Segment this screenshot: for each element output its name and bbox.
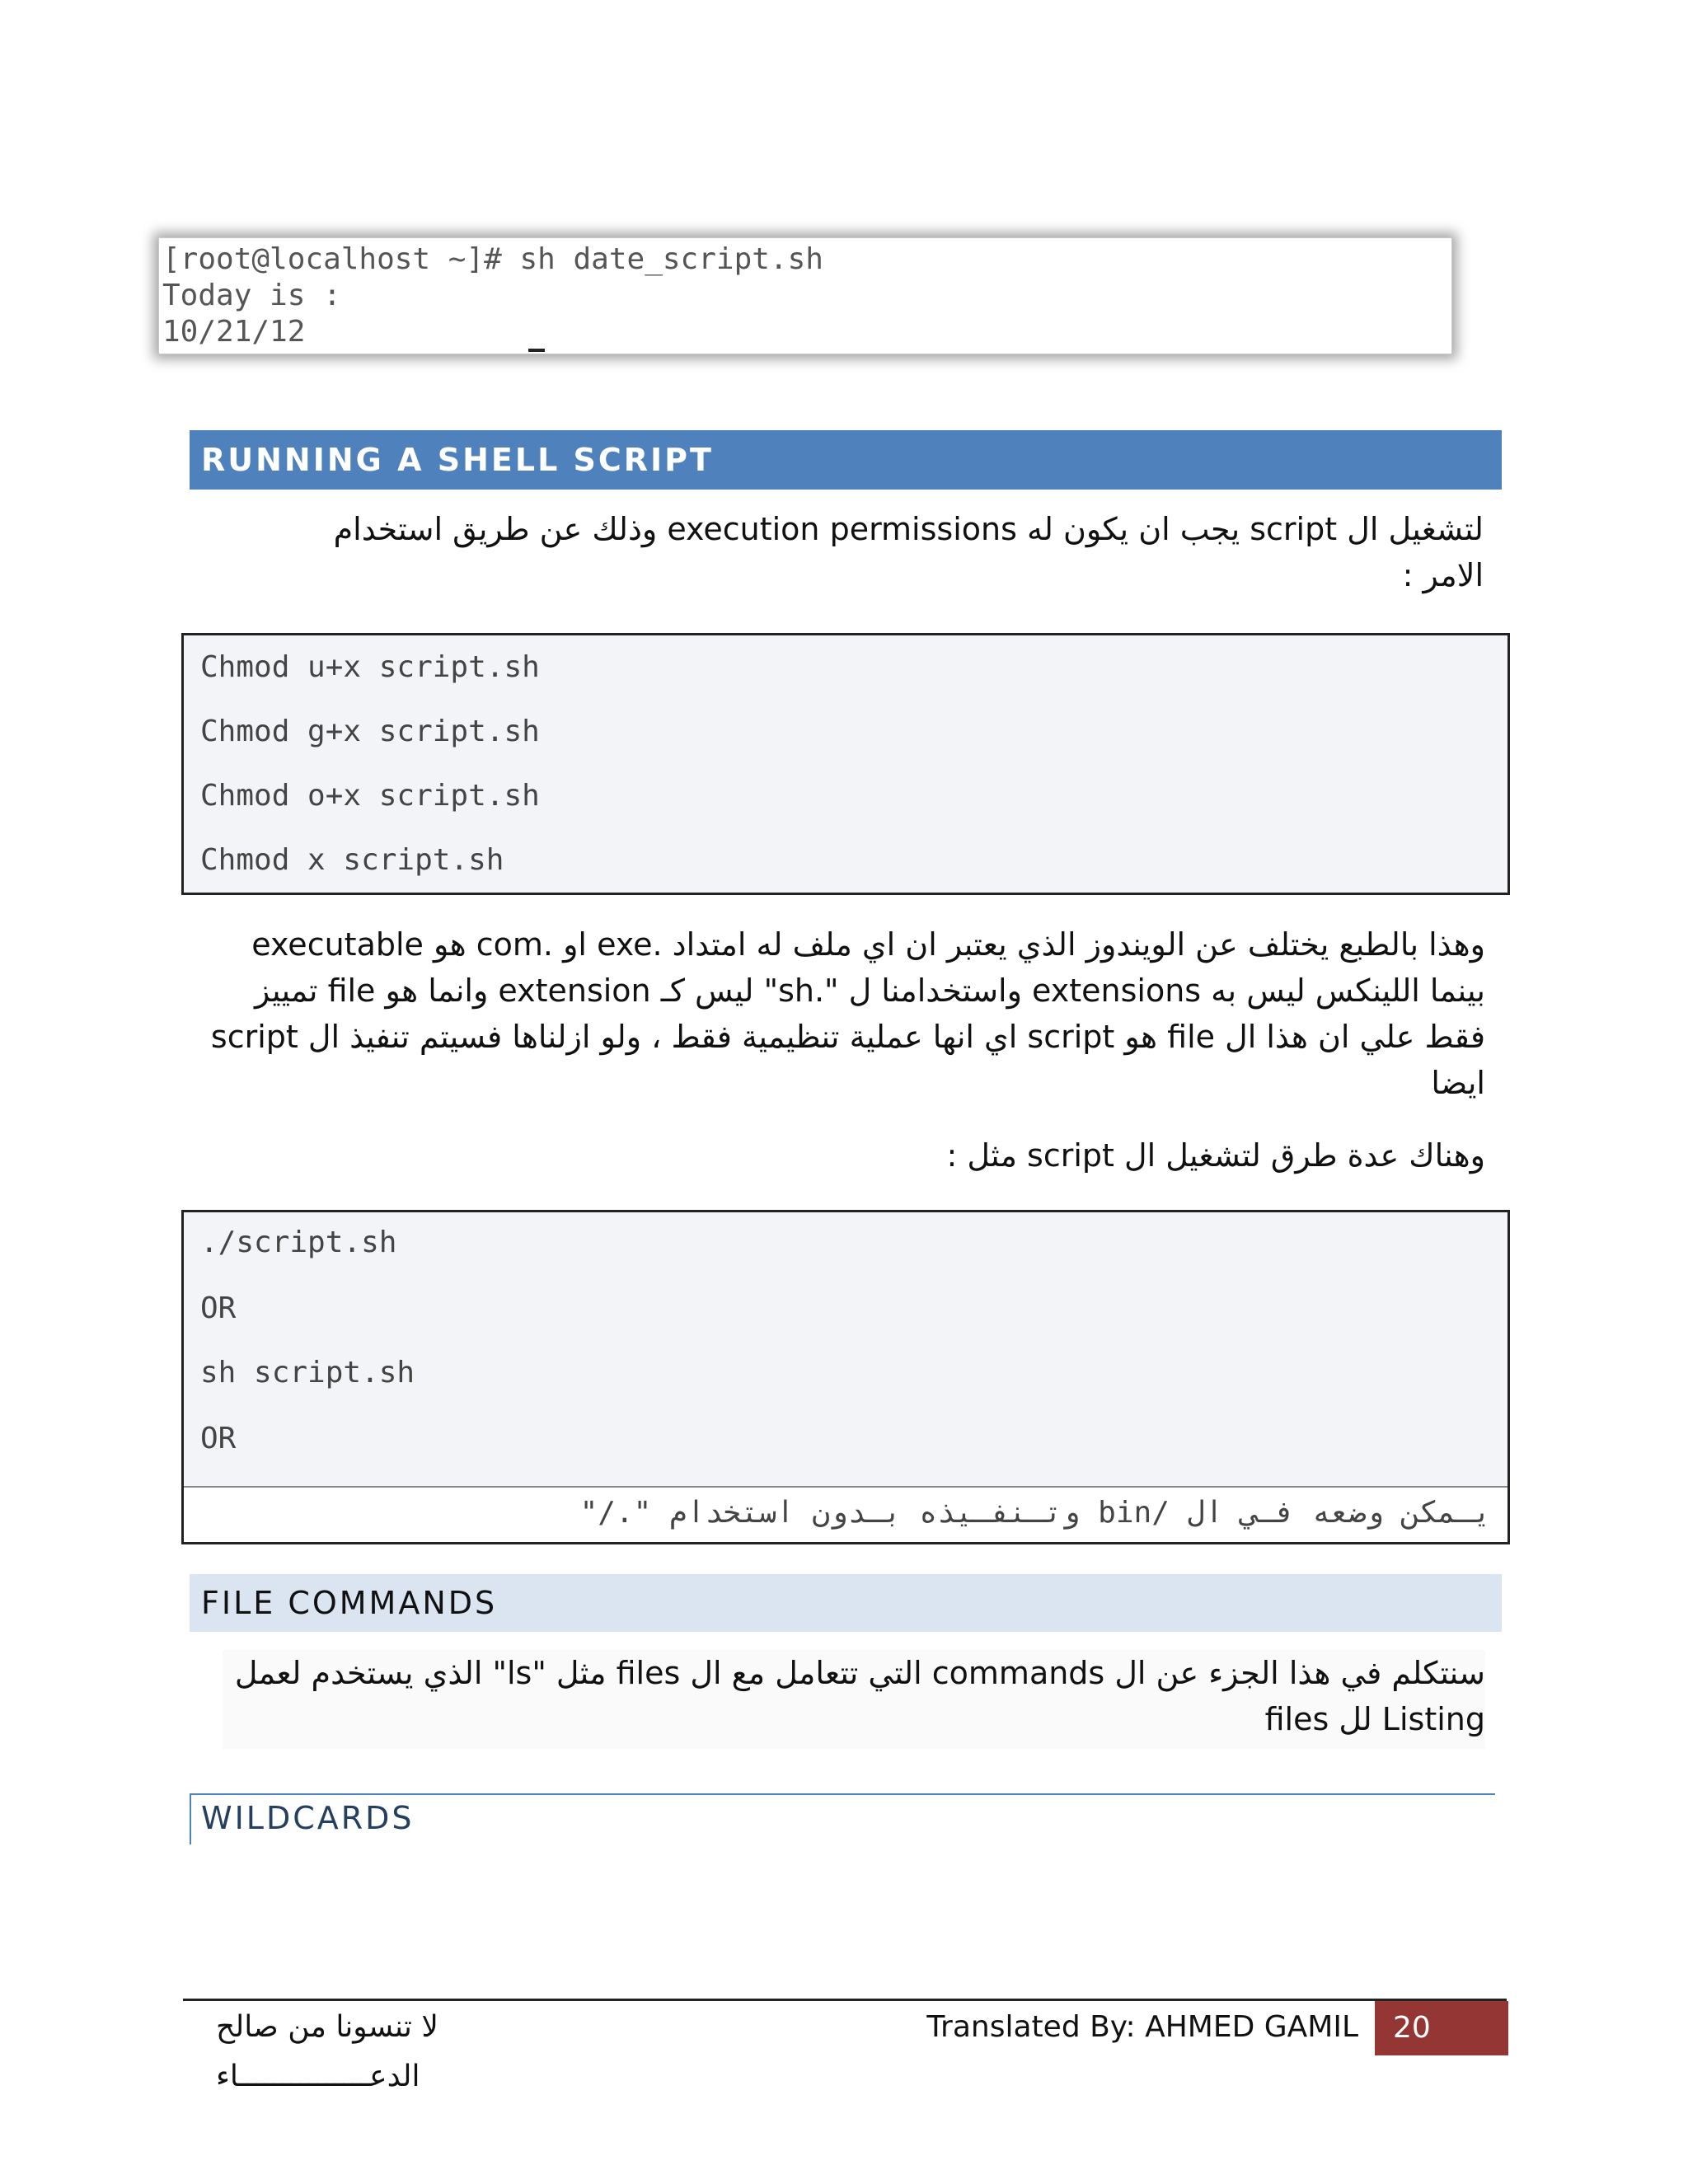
code-line: Chmod g+x script.sh — [200, 715, 540, 748]
code-line: OR — [200, 1422, 237, 1455]
section-heading-wildcards — [190, 1793, 1495, 1844]
paragraph-run-methods: وهناك عدة طرق لتشغيل ال script مثل : — [946, 1137, 1485, 1174]
paragraph-file-commands: سنتكلم في هذا الجزء عن ال commands التي تتعامل مع ال files مثل "ls" الذي يستخدم لعمل Listing لل files — [223, 1650, 1485, 1749]
paragraph-execution-permissions: لتشغيل ال script يجب ان يكون له execution permissions وذلك عن طريق استخدام الامر : — [333, 511, 1484, 593]
terminal-screenshot — [158, 237, 1452, 354]
footer-dua-text: لا تنسونا من صالح الدعـــــــــــــــاء — [216, 2010, 438, 2093]
terminal-line-2: Today is : — [162, 279, 341, 312]
terminal-cursor — [528, 349, 545, 352]
code-block-run-script — [181, 1210, 1510, 1544]
code-note-bin: يـمكن وضعه فـي ال /bin وتـنفـيذه بـدون استخدام "./" — [579, 1496, 1491, 1530]
terminal-line-3: 10/21/12 — [162, 315, 306, 349]
terminal-line-1: [root@localhost ~]# sh date_script.sh — [162, 242, 823, 276]
footer-divider — [183, 1999, 1507, 2001]
code-note-row — [184, 1486, 1507, 1542]
section-heading-running-shell-script: RUNNING A SHELL SCRIPT — [190, 430, 1502, 490]
code-line: OR — [200, 1291, 237, 1325]
code-line: ./script.sh — [200, 1226, 397, 1259]
wildcards-label: WILDCARDS — [201, 1800, 415, 1836]
footer-translator: Translated By: AHMED GAMIL — [926, 2010, 1358, 2044]
code-line: sh script.sh — [200, 1356, 415, 1390]
section-heading-file-commands: FILE COMMANDS — [190, 1574, 1502, 1632]
code-line: Chmod x script.sh — [200, 843, 504, 877]
code-line: Chmod o+x script.sh — [200, 779, 540, 813]
code-block-chmod — [181, 633, 1510, 895]
code-line: Chmod u+x script.sh — [200, 650, 540, 684]
paragraph-extensions: وهذا بالطبع يختلف عن الويندوز الذي يعتبر ان اي ملف له امتداد .exe او .com هو executable بينما اللينكس ليس به extensions واستخدامنا ل ".sh" ليس كـ extension وانما هو file تمييز فقط علي ان هذا ال file هو script اي انها عملية تنظيمية فقط ، ولو ازلناها فسيتم تنفيذ ال script ايضا — [210, 926, 1485, 1101]
page-number: 20 — [1375, 2001, 1508, 2055]
